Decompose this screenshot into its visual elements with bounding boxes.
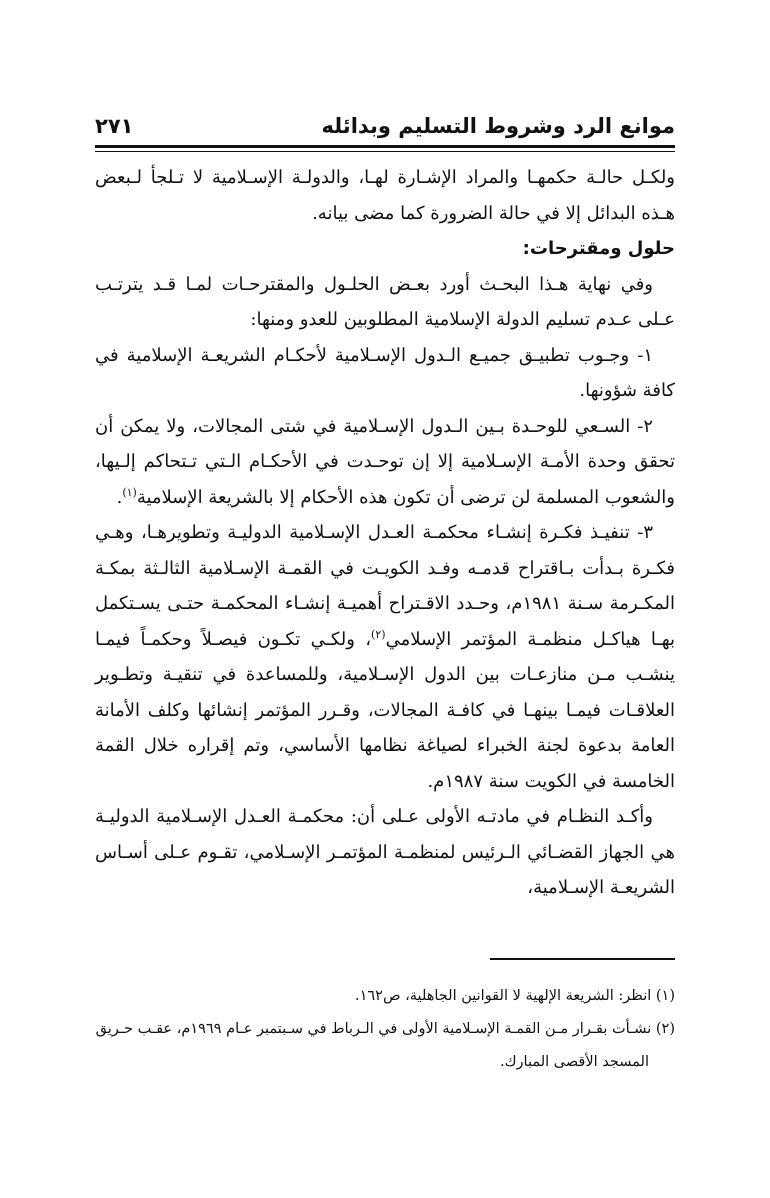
paragraph-2: وفي نهاية هـذا البحـث أورد بعـض الحلـول والمقترحـات لمـا قـد يترتـب عـلى عـدم تسليم الدولة الإسلامية المطلوبين للعدو ومنها: [95,273,675,330]
list-item-3 [95,515,675,799]
footnote-ref-2: (٢) [371,627,386,641]
footnote-2: (٢) نشـأت بقـرار مـن القمـة الإسـلامية الأولى في الـرباط في سـبتمبر عـام ١٩٦٩م، عقـب حـريق [95,1021,675,1037]
list-item-1: ١- وجـوب تطبيـق جميـع الـدول الإسـلامية لأحكـام الشريعـة الإسلامية في كافة شؤونها. [95,344,675,401]
running-header [95,100,675,144]
list-item-2 [95,409,675,516]
header-rule-thin [95,151,675,152]
paragraph-3: وأكـد النظـام في مادتـه الأولى عـلى أن: محكمـة العـدل الإسـلامية الدوليـة هي الجهاز القضـائي الـرئيس لمنظمـة المؤتمـر الإسـلامي، تقـوم عـلى أسـاس الشريعـة الإسـلامية، [95,806,675,898]
footnote-1: (١) انظر: الشريعة الإلهية لا القوانين الجاهلية، ص١٦٢. [354,988,675,1004]
list-item-2-end: . [116,486,123,508]
subheading: حلول ومقترحات: [522,238,675,259]
footnote-ref-1: (١) [122,485,137,499]
header-rule-thick [95,145,675,148]
body-text [95,160,675,906]
list-item-3-text-a: ٣- تنفيـذ فكـرة إنشـاء محكمـة العـدل الإسـلامية الدوليـة وتطويرهـا، وهـي فكـرة بـدأت بـاقتراح قدمـه وفـد الكويـت في القمـة الإسـلامية الثالـثة بمكـة المكـرمة سـنة ١٩٨١م، وحـدد الاقـتراح أهميـة إنشـاء المحكمـة حتـى يسـتكمل بهـا هياكـل منظمـة المؤتمر الإسلامي [95,522,675,650]
footnote-divider [490,958,675,960]
footnotes [95,980,675,1079]
list-item-2-text: ٢- السـعي للوحـدة بـين الـدول الإسـلامية في شتى المجالات، ولا يمكن أن تحقق وحدة الأمـة الإسـلامية إلا إن توحـدت في الأحكـام الـتي تـتحاكم إلـيها، والشعوب المسلمة لن ترضى أن تكون هذه الأحكام إلا بالشريعة الإسلامية [95,415,675,508]
paragraph-1: ولكـل حالـة حكمهـا والمراد الإشـارة لهـا، والدولـة الإسـلامية لا تـلجأ لـبعض هـذه البدائل إلا في حالة الضرورة كما مضى بيانه. [95,167,675,224]
list-item-3-text-b: ، ولكـي تكـون فيصـلاً وحكمـاً فيمـا ينشـب مـن منازعـات بين الدول الإسـلامية، وللمساعدة في تنقيـة وتطـوير العلاقـات فيمـا بينهـا في كافـة المجالات، وقـرر المؤتمر إنشائها وكلف الأمانة العامة بدعوة لجنة الخبراء لصياغة نظامها الأساسي، وتم إقراره خلال القمة الخامسة في الكويت سنة ١٩٨٧م. [95,628,675,792]
page-number: ٢٧١ [95,114,134,138]
header-title: موانع الرد وشروط التسليم وبدائله [321,114,675,138]
footnote-2-continued: المسجد الأقصى المبارك. [499,1054,649,1070]
